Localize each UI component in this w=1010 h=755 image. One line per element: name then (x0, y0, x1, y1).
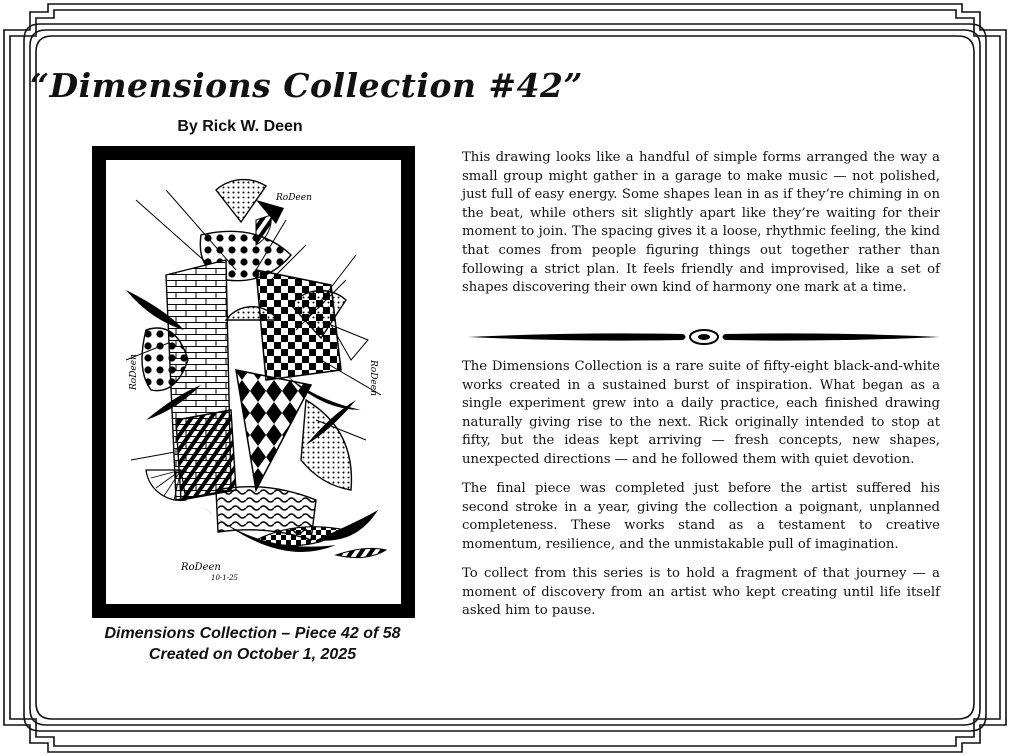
artwork-caption (70, 623, 435, 665)
artwork-signature: RoDeen (181, 562, 221, 573)
caption-date-line: Created on October 1, 2025 (148, 646, 357, 663)
artwork-signature-date: 10-1-25 (211, 574, 238, 582)
caption-piece-line: Dimensions Collection – Piece 42 of 58 (104, 625, 401, 642)
artist-byline: By Rick W. Deen (177, 118, 303, 135)
description-paragraph-2: The Dimensions Collection is a rare suite of fifty-eight black-and-white works created in a sustained burst of inspiration. What began as a single experiment grew into a daily practice, each finished drawing naturally giving rise to the next. Rick originally intended to stop at fifty, but the ideas kept arriving — fresh concepts, new shapes, unexpected directions — and he followed them with quiet devotion. (462, 359, 940, 467)
artwork-top-mark: RoDeen (276, 193, 312, 203)
page-title: “Dimensions Collection #42” (30, 66, 583, 105)
artwork-frame (92, 146, 415, 618)
artwork-right-mark: RoDeen (368, 360, 378, 396)
description-paragraph-4: To collect from this series is to hold a fragment of that journey — a moment of discovery from an artist who kept creating until life itself asked him to pause. (462, 566, 940, 619)
artwork-image (106, 160, 401, 604)
description-paragraph-3: The final piece was completed just before the artist suffered his second stroke in a year, giving the collection a poignant, unplanned completeness. These works stand as a testament to creative momentum, resilience, and the unmistakable pull of imagination. (462, 481, 940, 552)
ornamental-divider (468, 322, 940, 352)
description-paragraph-1: This drawing looks like a handful of simple forms arranged the way a small group might gather in a garage to make music — not polished, just full of easy energy. Some shapes lean in as if they’re chiming in on the beat, while others sit slightly apart like they’re waiting for their moment to join. The spacing gives it a loose, rhythmic feeling, the kind that comes from people figuring things out together rather than following a strict plan. It feels friendly and improvised, like a set of shapes discovering their own kind of harmony one mark at a time. (462, 150, 940, 296)
artwork-left-mark: RoDeen (129, 354, 139, 390)
abstract-drawing (106, 160, 401, 604)
